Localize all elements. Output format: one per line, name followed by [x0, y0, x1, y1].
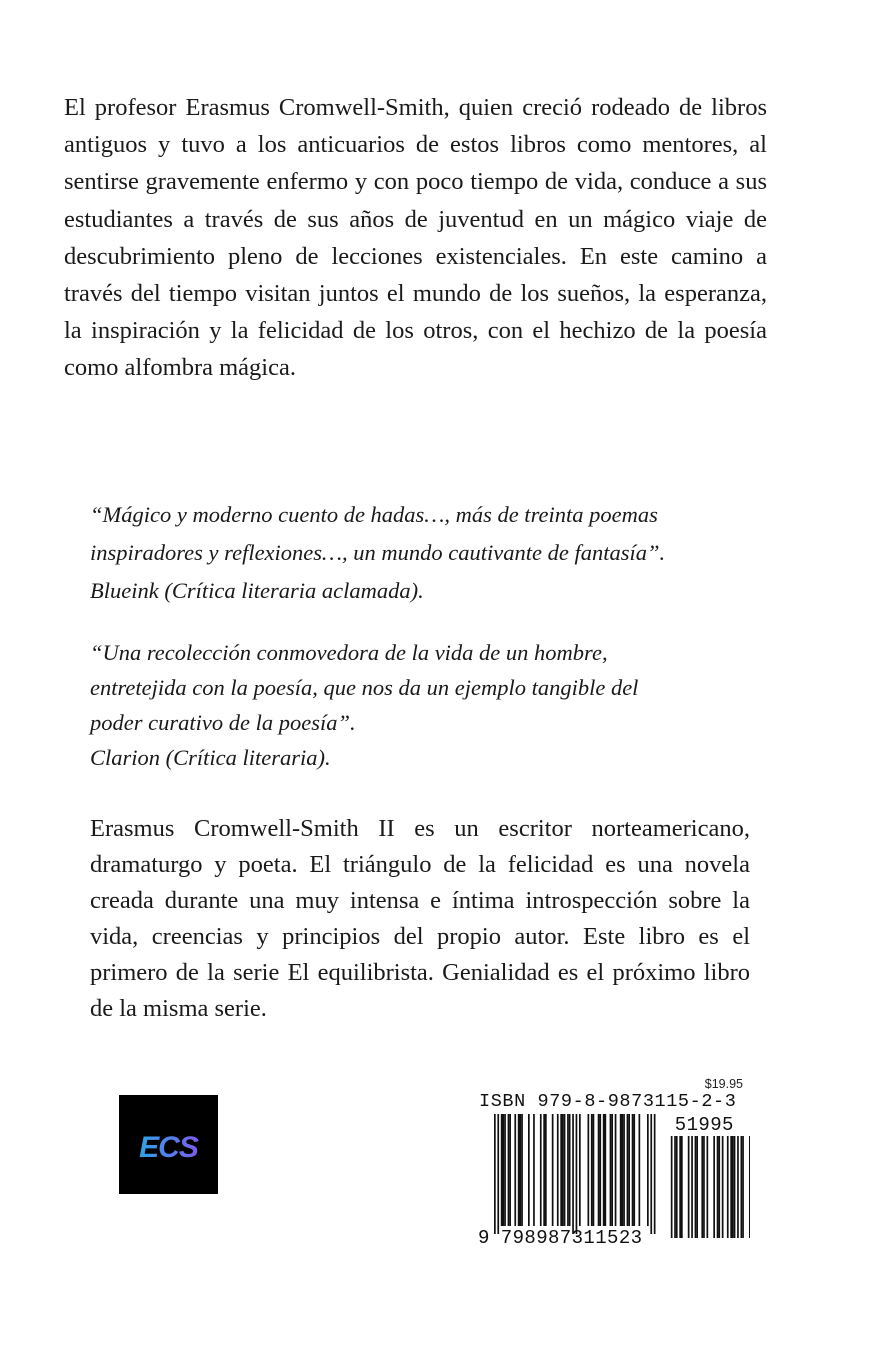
barcode-bar	[521, 1114, 523, 1226]
barcode-bar	[545, 1114, 547, 1226]
barcode-bar	[501, 1114, 503, 1226]
barcode-addon-bar	[671, 1136, 673, 1238]
barcode	[478, 1112, 750, 1253]
barcode-bar	[560, 1114, 562, 1226]
author-bio-paragraph: Erasmus Cromwell-Smith II es un escritor norteamericano, dramaturgo y poeta. El triángulo de la felicidad es una novela creada durante una muy intensa e íntima introspección sobre la vida, creencias y principios del propio autor. Este libro es el primero de la serie El equilibrista. Genialidad es el próximo libro de la misma serie.	[90, 815, 750, 1022]
barcode-bar	[503, 1114, 505, 1226]
barcode-bar	[540, 1114, 542, 1226]
publisher-logo	[119, 1095, 218, 1194]
barcode-bar	[628, 1114, 630, 1226]
barcode-addon-bar	[717, 1136, 719, 1238]
barcode-bar	[615, 1114, 617, 1226]
barcode-bar	[610, 1114, 612, 1226]
barcode-bar	[627, 1114, 629, 1226]
barcode-bar	[579, 1114, 581, 1226]
barcode-bar	[562, 1114, 564, 1226]
review-source: Blueink (Crítica literaria aclamada).	[90, 578, 424, 603]
publisher-logo-graphic	[119, 1095, 218, 1194]
barcode-bar	[650, 1114, 652, 1234]
barcode-bar	[543, 1114, 545, 1226]
review-quote-blueink	[90, 496, 780, 610]
barcode-bar	[533, 1114, 535, 1226]
barcode-bar	[632, 1114, 634, 1226]
barcode-bar	[620, 1114, 622, 1226]
review-source: Clarion (Crítica literaria).	[90, 745, 331, 770]
barcode-addon-bar	[713, 1136, 715, 1238]
barcode-bar	[557, 1114, 559, 1226]
barcode-addon-bar	[695, 1136, 697, 1238]
barcode-bar	[508, 1114, 510, 1226]
barcode-addon-bar	[742, 1136, 744, 1238]
isbn-label: ISBN 979-8-9873115-2-3	[479, 1091, 737, 1112]
barcode-bar	[552, 1114, 554, 1226]
barcode-addon-bar	[676, 1136, 678, 1238]
barcode-addon-bar	[730, 1136, 732, 1238]
barcode-bar	[598, 1114, 600, 1226]
barcode-bar	[520, 1114, 522, 1226]
barcode-bar	[509, 1114, 511, 1226]
review-quote-clarion	[90, 635, 780, 775]
review-line: “Mágico y moderno cuento de hadas…, más de treinta poemas	[90, 502, 658, 527]
barcode-bar	[497, 1114, 499, 1234]
barcode-addon-digits: 51995	[674, 1114, 734, 1136]
barcode-bar	[633, 1114, 635, 1226]
barcode-bar	[494, 1114, 496, 1234]
review-line: inspiradores y reflexiones…, un mundo cautivante de fantasía”.	[90, 540, 666, 565]
barcode-bar	[569, 1114, 571, 1226]
review-line: “Una recolección conmovedora de la vida de un hombre,	[90, 640, 608, 665]
barcode-addon-bar	[734, 1136, 736, 1238]
barcode-addon-bar	[691, 1136, 693, 1238]
barcode-bar	[647, 1114, 649, 1226]
barcode-addon-bar	[696, 1136, 698, 1238]
barcode-addon-bar	[688, 1136, 690, 1238]
barcode-bar	[504, 1114, 506, 1226]
review-line: entretejida con la poesía, que nos da un ejemplo tangible del	[90, 675, 639, 700]
barcode-bar	[518, 1114, 520, 1226]
barcode-bar	[603, 1114, 605, 1226]
barcode-bar	[528, 1114, 530, 1226]
barcode-bar	[588, 1114, 590, 1226]
barcode-addon-bar	[727, 1136, 729, 1238]
barcode-bar	[591, 1114, 593, 1226]
barcode-addon-bar	[749, 1136, 750, 1238]
barcode-bar	[567, 1114, 569, 1226]
barcode-bar	[572, 1114, 574, 1234]
barcode-bar	[611, 1114, 613, 1226]
price-label: $19.95	[704, 1077, 743, 1091]
barcode-bar	[623, 1114, 625, 1226]
barcode-bar	[564, 1114, 566, 1226]
barcode-bar	[576, 1114, 578, 1234]
barcode-bar	[599, 1114, 601, 1226]
barcode-bar	[639, 1114, 641, 1226]
barcode-addon-bar	[707, 1136, 709, 1238]
publisher-logo-text: ECS	[139, 1131, 198, 1164]
barcode-addon-bar	[679, 1136, 681, 1238]
barcode-addon-bar	[701, 1136, 703, 1238]
barcode-addon-bar	[722, 1136, 724, 1238]
barcode-digits: 798987311523	[500, 1227, 643, 1248]
barcode-addon-bar	[674, 1136, 676, 1238]
review-line: poder curativo de la poesía”.	[90, 710, 356, 735]
barcode-bar	[654, 1114, 656, 1234]
synopsis-paragraph: El profesor Erasmus Cromwell-Smith, quien creció rodeado de libros antiguos y tuvo a los anticuarios de estos libros como mentores, al sentirse gravemente enfermo y con poco tiempo de vida, conduce a sus estudiantes a través de sus años de juventud en un mágico viaje de descubrimiento pleno de lecciones existenciales. En este camino a través del tiempo visitan juntos el mundo de los sueños, la esperanza, la inspiración y la felicidad de los otros, con el hechizo de la poesía como alfombra mágica.	[64, 94, 767, 382]
barcode-addon-bar	[732, 1136, 734, 1238]
barcode-first-digit: 9	[478, 1227, 490, 1248]
barcode-addon-bar	[718, 1136, 720, 1238]
barcode-addon-bar	[741, 1136, 743, 1238]
barcode-bar	[622, 1114, 624, 1226]
barcode-addon-bar	[737, 1136, 739, 1238]
barcode-bar	[593, 1114, 595, 1226]
barcode-bar	[605, 1114, 607, 1226]
barcode-addon-bar	[681, 1136, 683, 1238]
ean13-barcode	[478, 1112, 750, 1248]
barcode-bar	[514, 1114, 516, 1226]
barcode-addon-bar	[703, 1136, 705, 1238]
